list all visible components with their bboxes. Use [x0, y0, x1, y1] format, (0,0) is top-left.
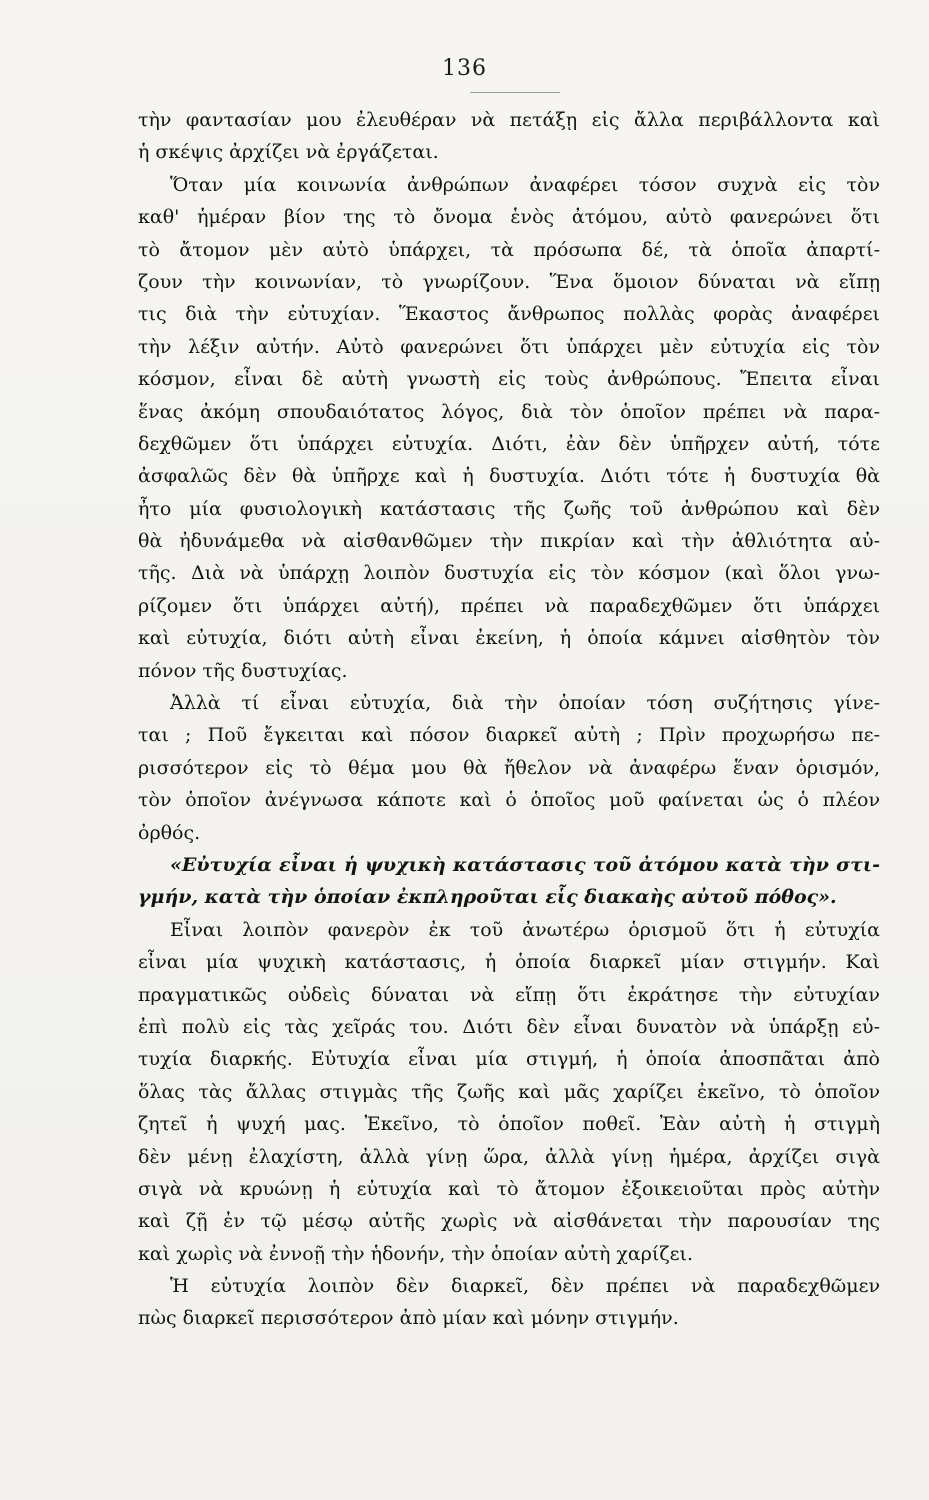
- text-line: ζουν τὴν κοινωνίαν, τὸ γνωρίζουν. Ἕνα ὅμοιον δύναται νὰ εἴπῃ: [138, 270, 880, 293]
- text-line: τὸ ἄτομον μὲν αὐτὸ ὑπάρχει, τὰ πρόσωπα δέ, τὰ ὁποῖα ἀπαρτί-: [138, 238, 880, 261]
- text-line: ἦτο μία φυσιολογικὴ κατάστασις τῆς ζωῆς τοῦ ἀνθρώπου καὶ δὲν: [138, 497, 880, 520]
- text-line: δὲν μένῃ ἐλαχίστη, ἀλλὰ γίνῃ ὥρα, ἀλλὰ γίνῃ ἡμέρα, ἀρχίζει σιγὰ: [138, 1145, 880, 1168]
- text-line: ται ; Ποῦ ἔγκειται καὶ πόσον διαρκεῖ αὐτὴ ; Πρὶν προχωρήσω πε-: [138, 724, 880, 747]
- text-line: πὼς διαρκεῖ περισσότερον ἀπὸ μίαν καὶ μόνην στιγμήν.: [138, 1307, 679, 1330]
- page-number: 136: [442, 56, 487, 81]
- text-line: τις διὰ τὴν εὐτυχίαν. Ἕκαστος ἄνθρωπος πολλὰς φορὰς ἀναφέρει: [138, 303, 880, 326]
- text-line: Ἀλλὰ τί εἶναι εὐτυχία, διὰ τὴν ὁποίαν τόση συζήτησις γίνε-: [170, 692, 880, 715]
- text-line: ζητεῖ ἡ ψυχή μας. Ἐκεῖνο, τὸ ὁποῖον ποθεῖ. Ἐὰν αὐτὴ ἡ στιγμὴ: [138, 1113, 880, 1136]
- text-line: Εἶναι λοιπὸν φανερὸν ἐκ τοῦ ἀνωτέρω ὁρισμοῦ ὅτι ἡ εὐτυχία: [170, 918, 880, 941]
- text-line: ἕνας ἀκόμη σπουδαιότατος λόγος, διὰ τὸν ὁποῖον πρέπει νὰ παρα-: [138, 400, 880, 423]
- text-line: ρίζομεν ὅτι ὑπάρχει αὐτή), πρέπει νὰ παραδεχθῶμεν ὅτι ὑπάρχει: [138, 594, 880, 617]
- text-line: τὸν ὁποῖον ἀνέγνωσα κάποτε καὶ ὁ ὁποῖος μοῦ φαίνεται ὡς ὁ πλέον: [138, 789, 880, 812]
- text-line: καὶ ζῇ ἐν τῷ μέσῳ αὐτῆς χωρὶς νὰ αἰσθάνεται τὴν παρουσίαν της: [138, 1210, 880, 1233]
- text-line: κόσμον, εἶναι δὲ αὐτὴ γνωστὴ εἰς τοὺς ἀνθρώπους. Ἔπειτα εἶναι: [138, 368, 880, 391]
- text-line: γμήν, κατὰ τὴν ὁποίαν ἐκπληροῦται εἷς διακαὴς αὐτοῦ πόθος».: [138, 886, 837, 909]
- text-line: πόνον τῆς δυστυχίας.: [138, 659, 348, 682]
- body-text: [138, 104, 880, 1335]
- text-line: καὶ εὐτυχία, διότι αὐτὴ εἶναι ἐκείνη, ἡ ὁποία κάμνει αἰσθητὸν τὸν: [138, 627, 880, 650]
- text-line: καὶ χωρὶς νὰ ἐννοῇ τὴν ἡδονήν, τὴν ὁποίαν αὐτὴ χαρίζει.: [138, 1242, 694, 1265]
- text-line: σιγὰ νὰ κρυώνῃ ἡ εὐτυχία καὶ τὸ ἄτομον ἐξοικειοῦται πρὸς αὐτὴν: [138, 1177, 880, 1200]
- text-line: καθ' ἡμέραν βίον της τὸ ὄνομα ἑνὸς ἀτόμου, αὐτὸ φανερώνει ὅτι: [138, 206, 880, 229]
- text-line: «Εὐτυχία εἶναι ἡ ψυχικὴ κατάστασις τοῦ ἀτόμου κατὰ τὴν στι-: [170, 853, 880, 876]
- text-line: εἶναι μία ψυχικὴ κατάστασις, ἡ ὁποία διαρκεῖ μίαν στιγμήν. Καὶ: [138, 951, 880, 974]
- text-line: ὀρθός.: [138, 821, 201, 844]
- text-line: τὴν λέξιν αὐτήν. Αὐτὸ φανερώνει ὅτι ὑπάρχει μὲν εὐτυχία εἰς τὸν: [138, 335, 880, 358]
- text-line: ὅλας τὰς ἄλλας στιγμὰς τῆς ζωῆς καὶ μᾶς χαρίζει ἐκεῖνο, τὸ ὁποῖον: [138, 1080, 880, 1103]
- text-line: ἡ σκέψις ἀρχίζει νὰ ἐργάζεται.: [138, 141, 439, 164]
- text-line: Ἡ εὐτυχία λοιπὸν δὲν διαρκεῖ, δὲν πρέπει νὰ παραδεχθῶμεν: [170, 1275, 880, 1298]
- text-line: ἀσφαλῶς δὲν θὰ ὑπῆρχε καὶ ἡ δυστυχία. Διότι τότε ἡ δυστυχία θὰ: [138, 465, 880, 488]
- text-line: τὴν φαντασίαν μου ἐλευθέραν νὰ πετάξῃ εἰς ἄλλα περιβάλλοντα καὶ: [138, 109, 880, 131]
- page-number-rule: [470, 92, 560, 93]
- text-line: ἐπὶ πολὺ εἰς τὰς χεῖράς του. Διότι δὲν εἶναι δυνατὸν νὰ ὑπάρξῃ εὐ-: [138, 1015, 880, 1038]
- text-line: τυχία διαρκής. Εὐτυχία εἶναι μία στιγμή, ἡ ὁποία ἀποσπᾶται ἀπὸ: [138, 1048, 880, 1071]
- text-line: Ὅταν μία κοινωνία ἀνθρώπων ἀναφέρει τόσον συχνὰ εἰς τὸν: [170, 173, 880, 196]
- text-line: θὰ ἠδυνάμεθα νὰ αἰσθανθῶμεν τὴν πικρίαν καὶ τὴν ἀθλιότητα αὐ-: [138, 530, 880, 553]
- text-line: δεχθῶμεν ὅτι ὑπάρχει εὐτυχία. Διότι, ἐὰν δὲν ὑπῆρχεν αὐτή, τότε: [138, 432, 880, 455]
- text-line: τῆς. Διὰ νὰ ὑπάρχῃ λοιπὸν δυστυχία εἰς τὸν κόσμον (καὶ ὅλοι γνω-: [138, 562, 880, 585]
- text-line: ρισσότερον εἰς τὸ θέμα μου θὰ ἤθελον νὰ ἀναφέρω ἕναν ὁρισμόν,: [138, 756, 880, 779]
- text-line: πραγματικῶς οὐδεὶς δύναται νὰ εἴπῃ ὅτι ἐκράτησε τὴν εὐτυχίαν: [138, 983, 880, 1006]
